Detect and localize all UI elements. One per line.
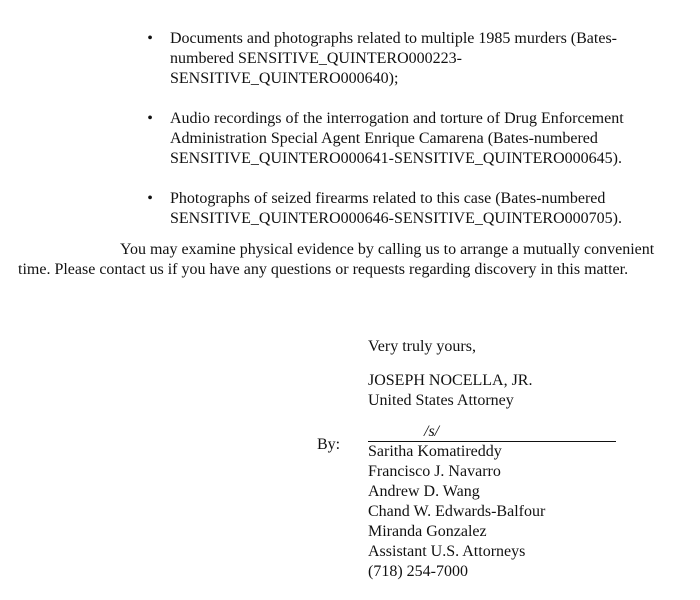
bullet-item-1 [140,29,680,89]
by-label: By: [317,436,341,453]
signer-name: Andrew D. Wang [368,483,480,500]
closing-paragraph: You may examine physical evidence by calling us to arrange a mutually convenient time. Please contact us if you have any questions or requests regarding discovery in this matter. [18,241,655,278]
bullet-item-3 [140,189,680,229]
bullet-line: Photographs of seized firearms related to this case (Bates-numbered [170,190,606,207]
bullet-line: numbered SENSITIVE_QUINTERO000223- [170,50,462,67]
signer-name: Francisco J. Navarro [368,463,501,480]
bullet-line: SENSITIVE_QUINTERO000641-SENSITIVE_QUINTERO000645). [170,150,622,167]
attorney-title: United States Attorney [368,392,514,409]
bullet-icon: • [147,30,153,47]
signature-block [368,337,668,582]
bullet-item-2 [140,109,680,169]
signed-mark: /s/ [424,423,440,440]
bullet-line: SENSITIVE_QUINTERO000646-SENSITIVE_QUINTERO000705). [170,210,622,227]
bullet-text [170,109,680,169]
bullet-icon: • [147,190,153,207]
signer-name: Miranda Gonzalez [368,523,487,540]
signer-name: Chand W. Edwards-Balfour [368,503,546,520]
signer-title: Assistant U.S. Attorneys [368,543,526,560]
bullet-text [170,29,680,89]
attorney-name: JOSEPH NOCELLA, JR. [368,372,533,389]
discovery-bullet-list [140,29,680,249]
signature-line [368,422,616,442]
closing-salutation: Very truly yours, [368,338,476,355]
bullet-icon: • [147,110,153,127]
bullet-line: Administration Special Agent Enrique Camarena (Bates-numbered [170,130,598,147]
phone-number: (718) 254-7000 [368,563,468,580]
bullet-text [170,189,680,229]
bullet-line: SENSITIVE_QUINTERO000640); [170,70,399,87]
signer-name: Saritha Komatireddy [368,443,502,460]
bullet-line: Documents and photographs related to multiple 1985 murders (Bates- [170,30,618,47]
bullet-line: Audio recordings of the interrogation and torture of Drug Enforcement [170,110,624,127]
